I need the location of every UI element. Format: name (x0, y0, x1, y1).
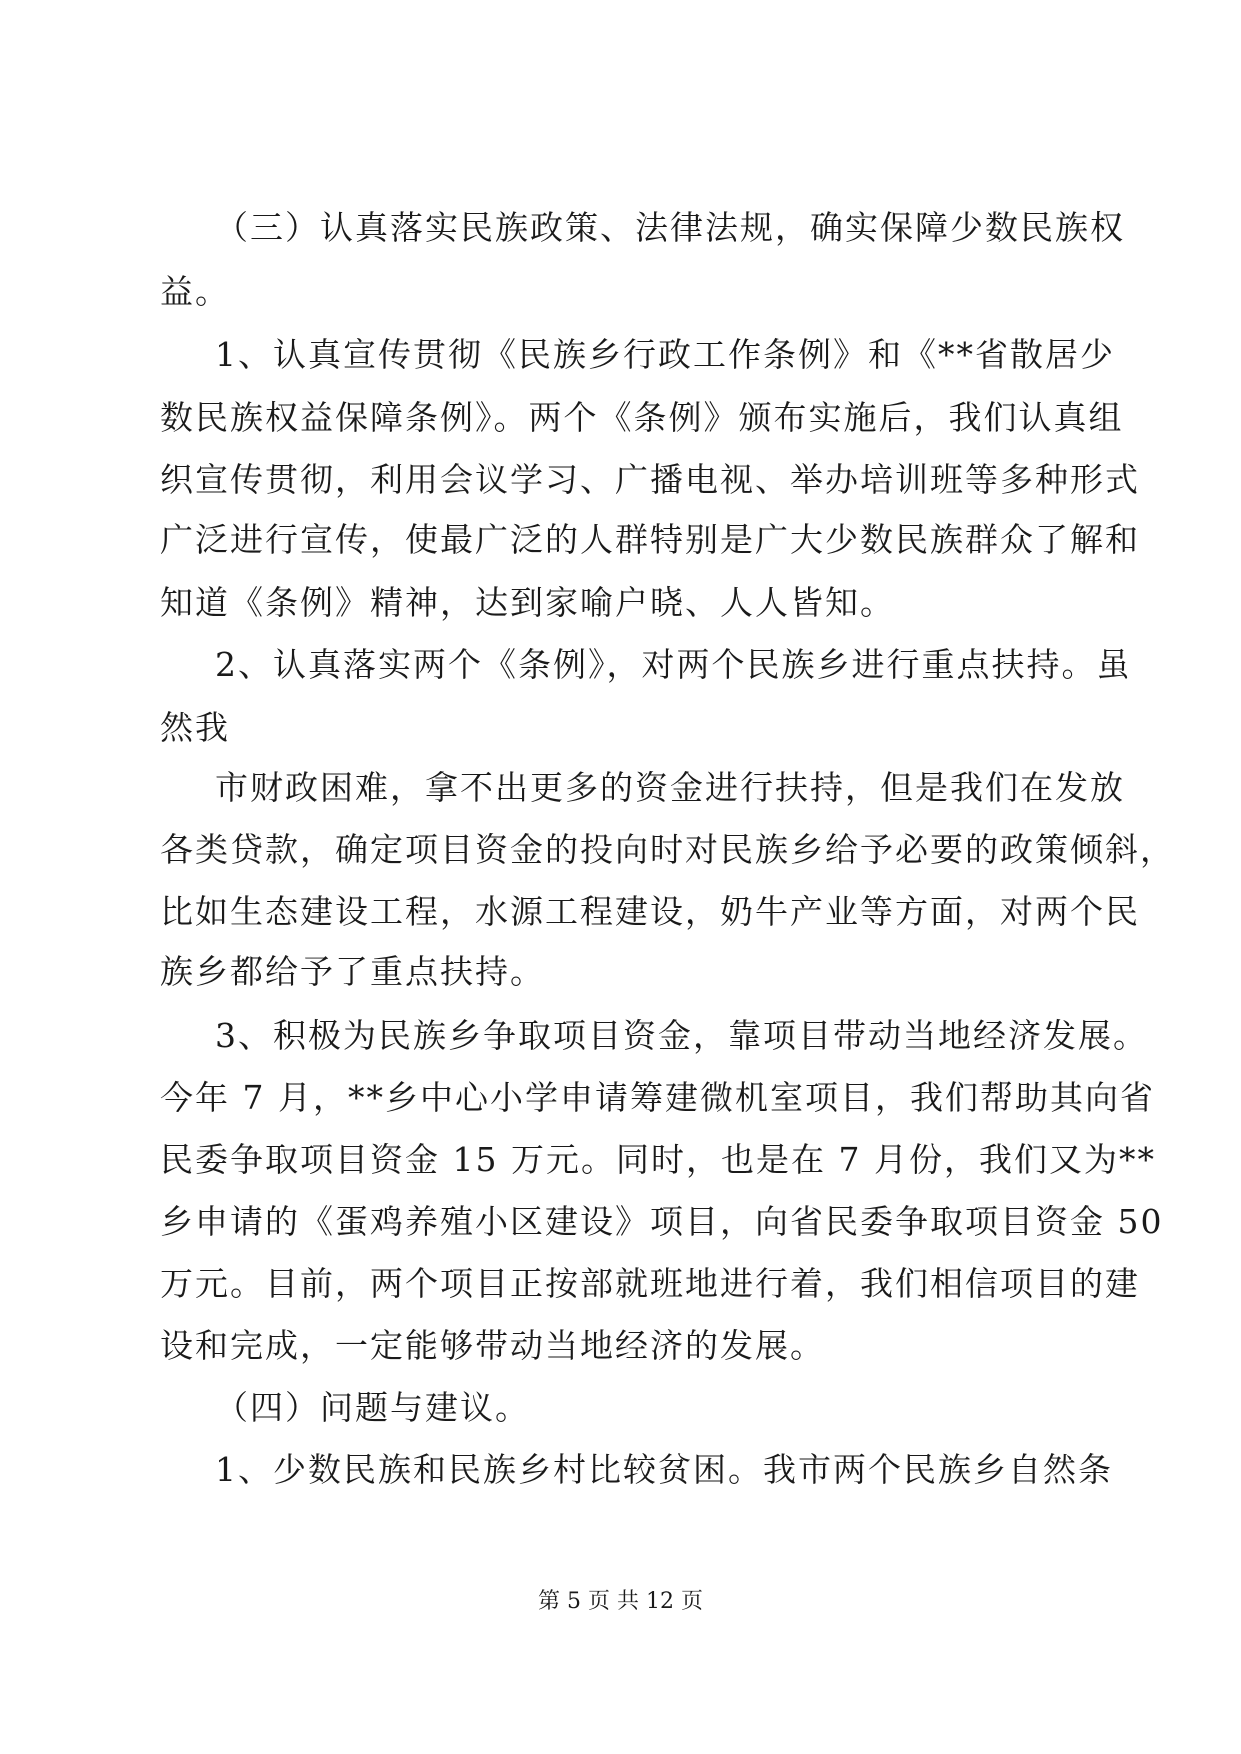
body-line: 万元。目前，两个项目正按部就班地进行着，我们相信项目的建 (160, 1264, 1140, 1303)
body-line: 设和完成，一定能够带动当地经济的发展。 (160, 1326, 825, 1365)
body-line: 族乡都给予了重点扶持。 (160, 952, 545, 991)
body-line: 民委争取项目资金 15 万元。同时，也是在 7 月份，我们又为** (160, 1140, 1156, 1179)
body-line: 市财政困难，拿不出更多的资金进行扶持，但是我们在发放 (215, 768, 1125, 807)
body-line: 比如生态建设工程，水源工程建设，奶牛产业等方面，对两个民 (160, 892, 1140, 931)
body-line: 1、认真宣传贯彻《民族乡行政工作条例》和《**省散居少 (215, 335, 1115, 374)
body-line: 知道《条例》精神，达到家喻户晓、人人皆知。 (160, 583, 895, 622)
body-line: 1、少数民族和民族乡村比较贫困。我市两个民族乡自然条 (215, 1450, 1113, 1489)
body-line: 3、积极为民族乡争取项目资金，靠项目带动当地经济发展。 (215, 1016, 1148, 1055)
body-line: 数民族权益保障条例》。两个《条例》颁布实施后，我们认真组 (160, 398, 1124, 437)
body-line: 广泛进行宣传，使最广泛的人群特别是广大少数民族群众了解和 (160, 520, 1140, 559)
body-line: 益。 (160, 272, 230, 311)
body-line: 2、认真落实两个《条例》，对两个民族乡进行重点扶持。虽 (215, 645, 1132, 684)
body-line: （四）问题与建议。 (215, 1388, 530, 1427)
body-line: 各类贷款，确定项目资金的投向时对民族乡给予必要的政策倾斜， (160, 830, 1175, 869)
page-footer: 第 5 页 共 12 页 (538, 1589, 703, 1614)
body-line: 今年 7 月，**乡中心小学申请筹建微机室项目，我们帮助其向省 (160, 1078, 1155, 1117)
body-line: 织宣传贯彻，利用会议学习、广播电视、举办培训班等多种形式 (160, 460, 1140, 499)
body-line: （三）认真落实民族政策、法律法规，确实保障少数民族权 (215, 208, 1125, 247)
body-line: 乡申请的《蛋鸡养殖小区建设》项目，向省民委争取项目资金 50 (160, 1202, 1164, 1241)
body-line: 然我 (160, 708, 230, 747)
